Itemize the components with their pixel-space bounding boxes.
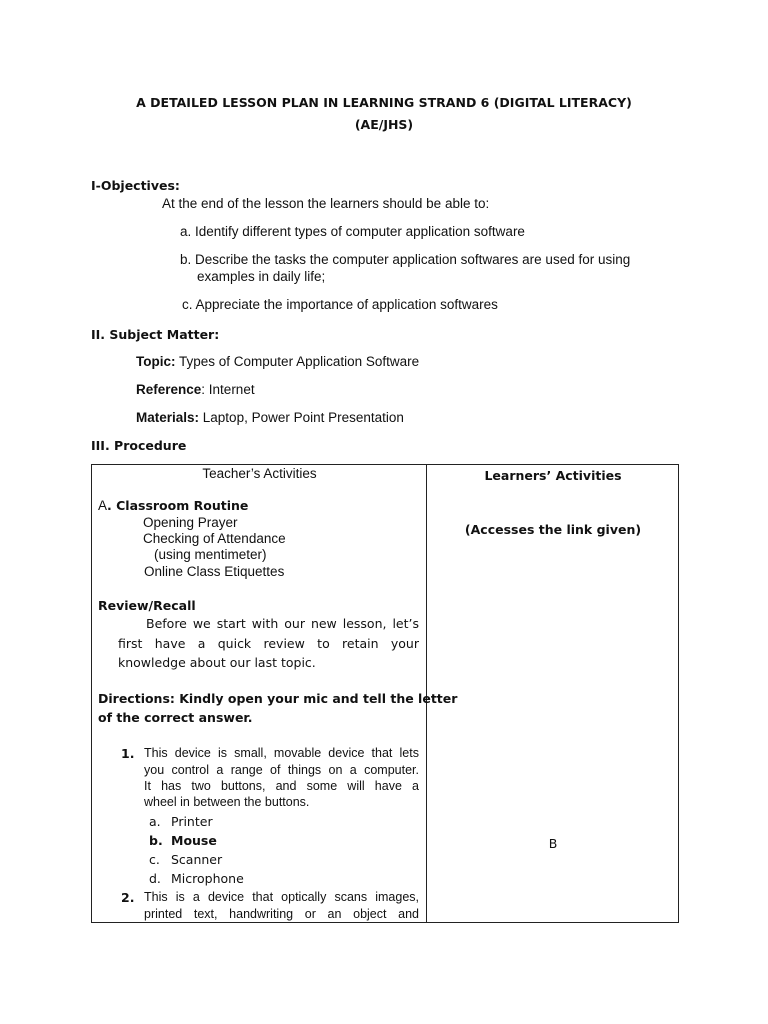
choice-letter: b. — [149, 833, 163, 848]
choice-text: Mouse — [171, 833, 217, 848]
routine-item: Opening Prayer — [143, 515, 238, 530]
directions-line: of the correct answer. — [98, 710, 253, 725]
learner-answer: B — [548, 836, 558, 851]
choice-text: Microphone — [171, 871, 244, 886]
reference-label: Reference — [136, 382, 202, 397]
topic-value: Types of Computer Application Software — [175, 354, 420, 369]
choice-item — [149, 814, 213, 829]
materials-line — [136, 410, 404, 425]
choice-item — [149, 833, 217, 848]
question-text-line: you control a range of things on a computer. — [144, 763, 419, 777]
objective-item-continuation: examples in daily life; — [197, 269, 326, 284]
learner-response: (Accesses the link given) — [464, 522, 642, 537]
objectives-intro: At the end of the lesson the learners should be able to: — [162, 196, 490, 211]
choice-text: Scanner — [171, 852, 223, 867]
materials-label: Materials: — [136, 410, 200, 425]
review-text-line: first have a quick review to retain your — [118, 636, 419, 651]
topic-label: Topic: — [136, 354, 176, 369]
materials-value: Laptop, Power Point Presentation — [199, 410, 404, 425]
routine-item: Checking of Attendance — [143, 531, 286, 546]
question-text-line: printed text, handwriting or an object and — [144, 907, 419, 921]
document-title-line1: A DETAILED LESSON PLAN IN LEARNING STRAND 6 (DIGITAL LITERACY) — [136, 95, 632, 110]
objective-item: a. Identify different types of computer application software — [180, 224, 525, 239]
review-text-line: Before we start with our new lesson, let’s — [146, 616, 419, 631]
objective-item: c. Appreciate the importance of application softwares — [182, 297, 498, 312]
objective-item: b. Describe the tasks the computer application softwares are used for using — [180, 252, 631, 267]
directions-line: Directions: Kindly open your mic and tell the letter — [98, 691, 458, 706]
routine-prefix: A — [98, 498, 108, 513]
choice-item — [149, 852, 223, 867]
routine-item: (using mentimeter) — [154, 547, 267, 562]
choice-letter: a. — [149, 814, 161, 829]
choice-item — [149, 871, 244, 886]
question-number: 1. — [121, 746, 135, 761]
objectives-heading: I-Objectives: — [91, 178, 180, 193]
question-text-line: This device is small, movable device that lets — [144, 746, 419, 760]
question-text-line: wheel in between the buttons. — [144, 795, 310, 809]
classroom-routine-heading — [98, 498, 248, 514]
question-text-line: It has two buttons, and some will have a — [144, 779, 419, 793]
choice-letter: c. — [149, 852, 160, 867]
routine-item: Online Class Etiquettes — [144, 564, 285, 579]
routine-title: . Classroom Routine — [107, 498, 249, 513]
procedure-heading: III. Procedure — [91, 438, 187, 453]
review-recall-heading: Review/Recall — [98, 598, 196, 613]
reference-value: : Internet — [201, 382, 255, 397]
teacher-activities-cell — [92, 465, 458, 923]
procedure-table — [91, 464, 679, 923]
choice-letter: d. — [149, 871, 161, 886]
topic-line — [136, 354, 419, 369]
question-text-line: This is a device that optically scans images, — [144, 890, 419, 904]
question-number: 2. — [121, 890, 135, 905]
learners-activities-header: Learners’ Activities — [484, 468, 622, 483]
choice-text: Printer — [171, 814, 213, 829]
learners-activities-cell — [427, 465, 679, 923]
reference-line — [136, 382, 255, 397]
document-title-line2: (AE/JHS) — [354, 117, 414, 132]
teacher-activities-header: Teacher’s Activities — [202, 466, 317, 481]
subject-matter-heading: II. Subject Matter: — [91, 327, 220, 342]
review-text-line: knowledge about our last topic. — [118, 655, 316, 670]
